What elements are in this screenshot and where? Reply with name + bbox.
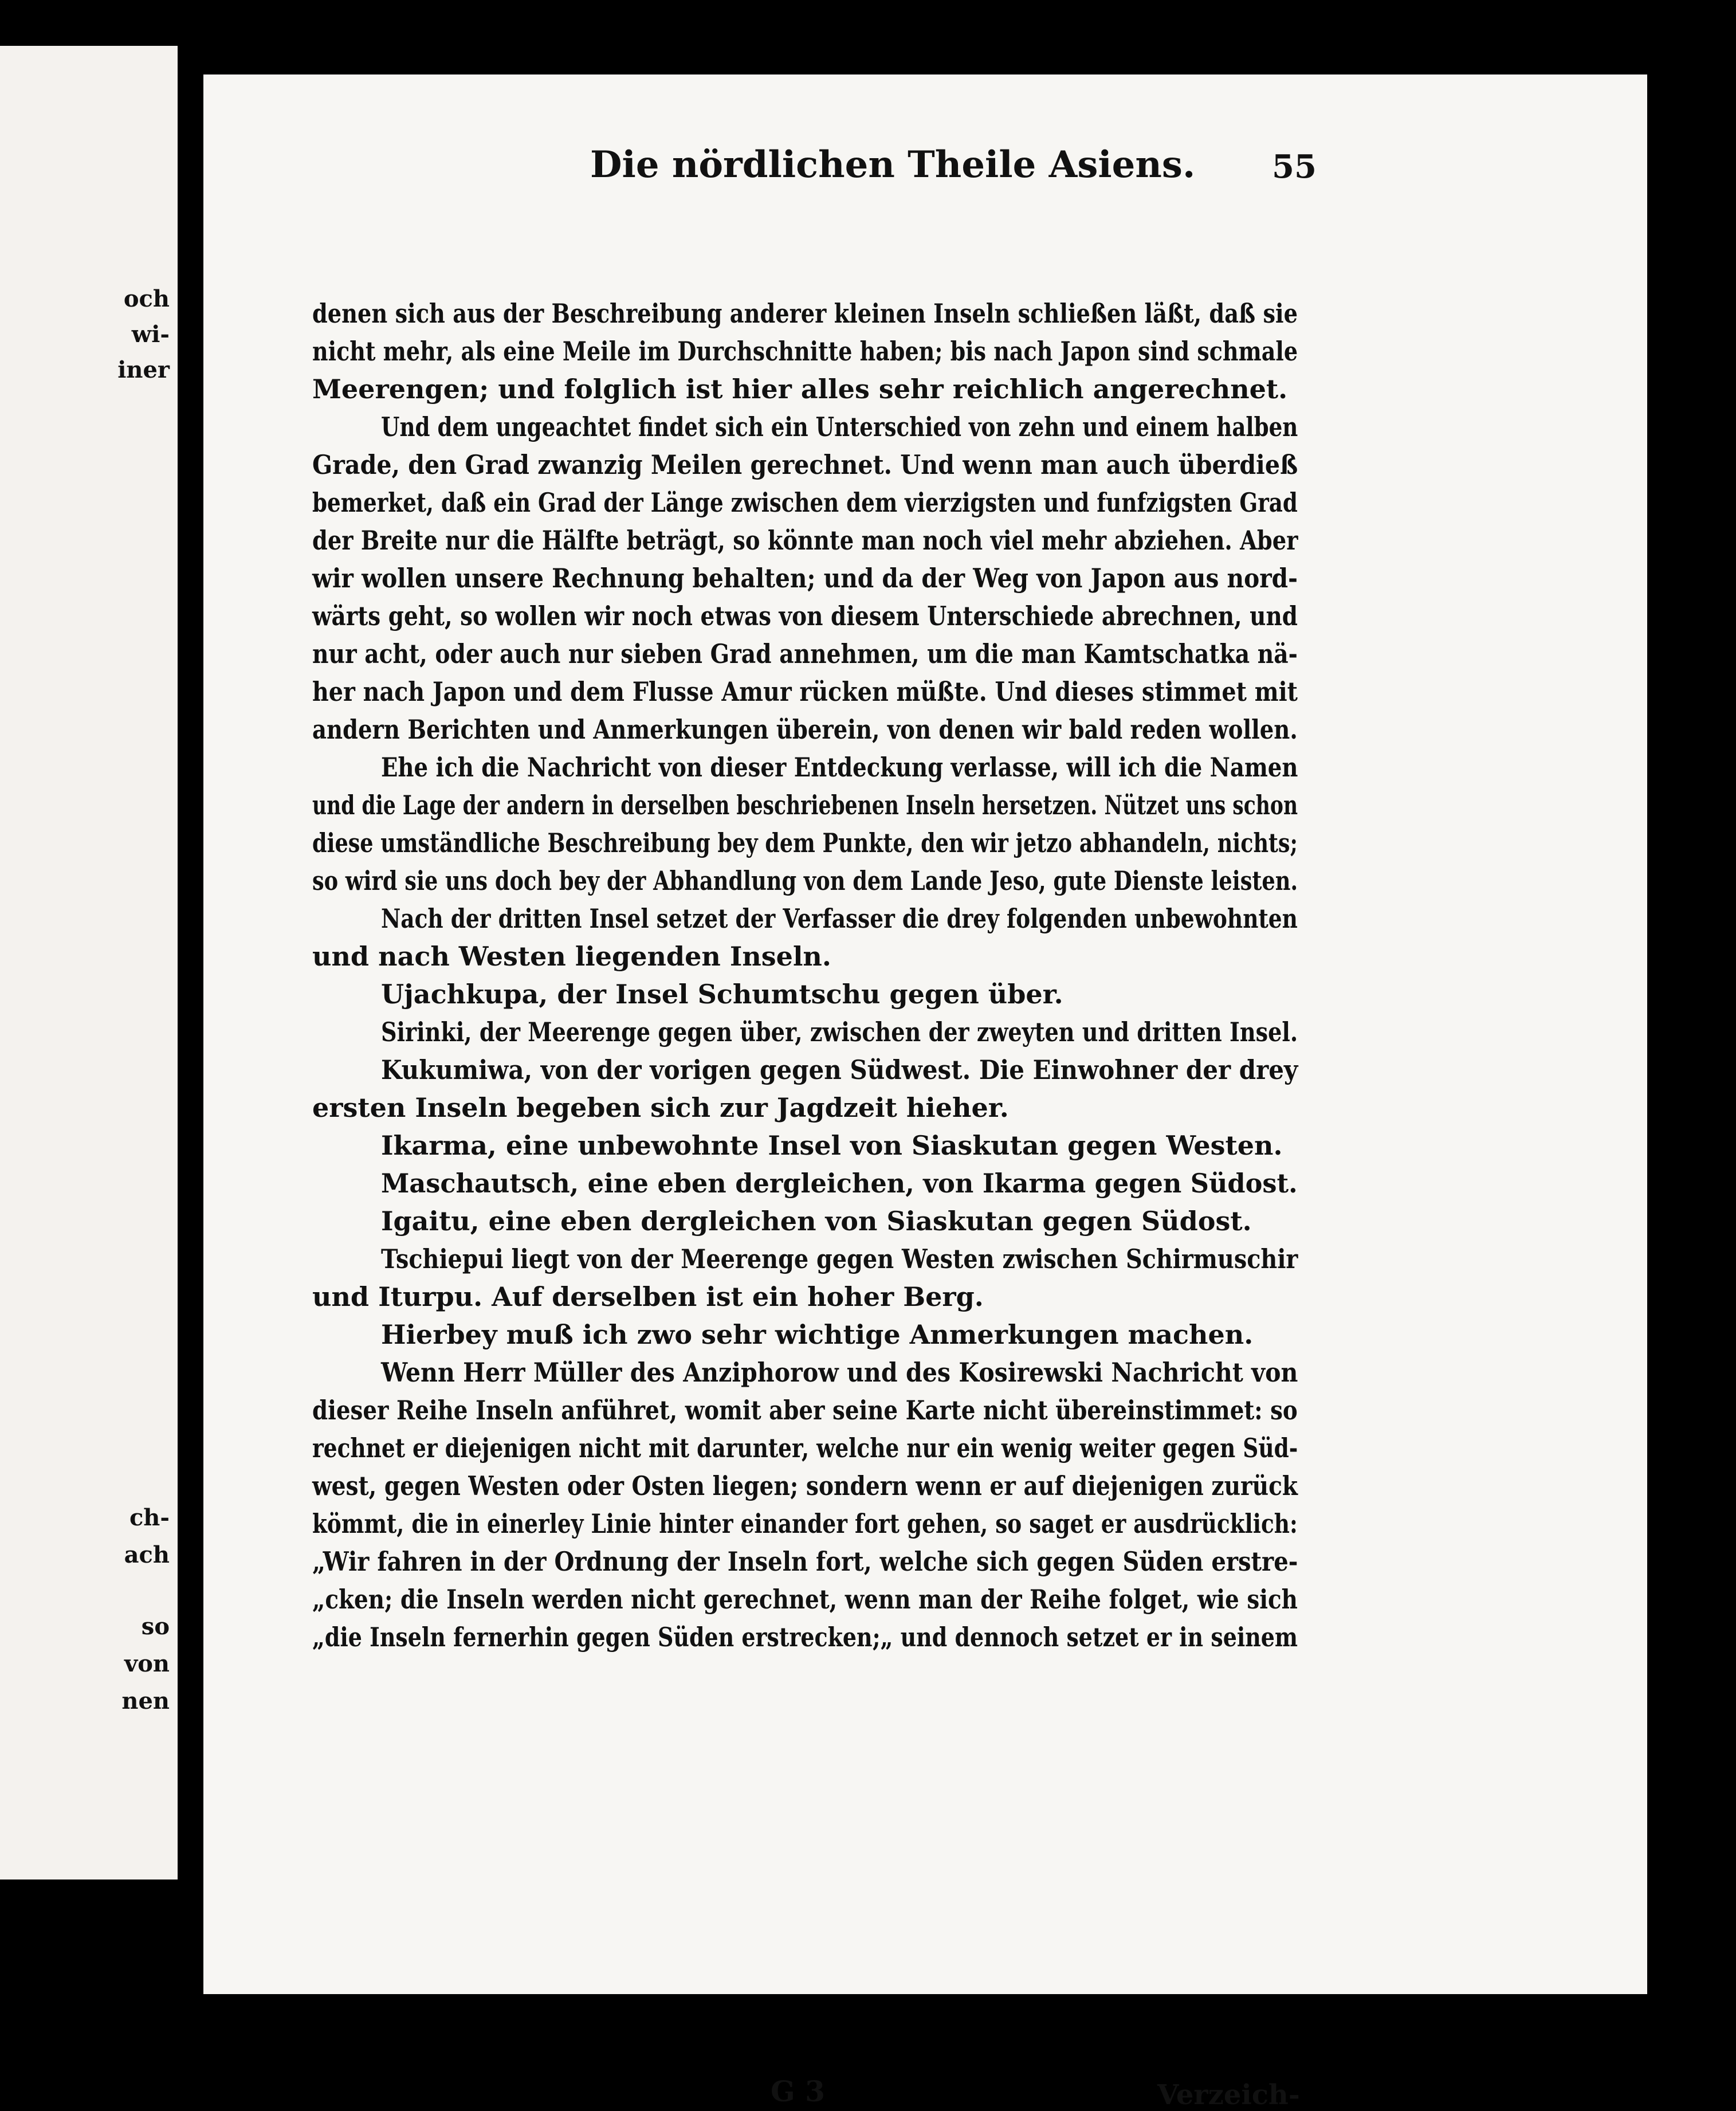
running-title: Die nördlichen Theile Asiens.: [590, 143, 1196, 186]
text-line: Und dem ungeachtet findet sich ein Unterschied von zehn und einem halben: [381, 411, 1298, 442]
facing-page-text: ach: [124, 1541, 170, 1568]
text-line: „die Inseln fernerhin gegen Süden erstrecken;„ und dennoch setzet er in seinem: [312, 1622, 1298, 1653]
text-line: der Breite nur die Hälfte beträgt, so könnte man noch viel mehr abziehen. Aber: [312, 525, 1298, 556]
text-line: Nach der dritten Insel setzet der Verfasser die drey folgenden unbewohnten: [381, 903, 1298, 934]
facing-page-text: ch-: [129, 1504, 170, 1531]
text-line: diese umständliche Beschreibung bey dem Punkte, den wir jetzo abhandeln, nichts;: [312, 827, 1298, 858]
facing-page-text: och: [123, 285, 170, 312]
text-line: bemerket, daß ein Grad der Länge zwischen dem vierzigsten und funfzigsten Grad: [312, 487, 1298, 518]
text-line: und nach Westen liegenden Inseln.: [312, 941, 831, 972]
text-line: kömmt, die in einerley Linie hinter einander fort gehen, so saget er ausdrücklich:: [312, 1508, 1298, 1539]
facing-page-text: nen: [121, 1688, 170, 1714]
text-line: dieser Reihe Inseln anführet, womit aber seine Karte nicht übereinstimmet: so: [312, 1395, 1298, 1426]
facing-page-fragment: [0, 46, 178, 1880]
text-line: wärts geht, so wollen wir noch etwas von diesem Unterschiede abrechnen, und: [312, 601, 1298, 631]
page-number: 55: [1272, 148, 1317, 186]
signature-mark: G 3: [771, 2074, 825, 2108]
facing-page-text: so: [141, 1613, 170, 1640]
text-line: Hierbey muß ich zwo sehr wichtige Anmerkungen machen.: [381, 1319, 1254, 1350]
text-line: rechnet er diejenigen nicht mit darunter, welche nur ein wenig weiter gegen Süd-: [312, 1433, 1298, 1463]
text-line: denen sich aus der Beschreibung anderer kleinen Inseln schließen läßt, daß sie: [312, 298, 1298, 329]
catchword: Verzeich-: [1157, 2079, 1300, 2111]
text-line: Sirinki, der Meerenge gegen über, zwischen der zweyten und dritten Insel.: [381, 1017, 1298, 1047]
text-line: so wird sie uns doch bey der Abhandlung von dem Lande Jeso, gute Dienste leisten.: [312, 865, 1298, 896]
text-line: „Wir fahren in der Ordnung der Inseln fort, welche sich gegen Süden erstre-: [312, 1546, 1298, 1577]
text-line: Ikarma, eine unbewohnte Insel von Siaskutan gegen Westen.: [381, 1130, 1283, 1161]
text-line: Ehe ich die Nachricht von dieser Entdeckung verlasse, will ich die Namen: [381, 752, 1298, 783]
text-line: Tschiepui liegt von der Meerenge gegen Westen zwischen Schirmuschir: [381, 1243, 1298, 1274]
text-line: Igaitu, eine eben dergleichen von Siaskutan gegen Südost.: [381, 1206, 1252, 1237]
text-line: her nach Japon und dem Flusse Amur rücken müßte. Und dieses stimmet mit: [312, 676, 1298, 707]
text-line: andern Berichten und Anmerkungen überein, von denen wir bald reden wollen.: [312, 714, 1298, 745]
facing-page-text: iner: [117, 356, 170, 383]
text-line: nicht mehr, als eine Meile im Durchschnitte haben; bis nach Japon sind schmale: [312, 336, 1298, 367]
text-line: und die Lage der andern in derselben beschriebenen Inseln hersetzen. Nützet uns schon: [312, 790, 1298, 821]
text-line: Maschautsch, eine eben dergleichen, von Ikarma gegen Südost.: [381, 1168, 1298, 1199]
text-line: nur acht, oder auch nur sieben Grad annehmen, um die man Kamtschatka nä-: [312, 638, 1298, 669]
facing-page-text: von: [124, 1650, 170, 1677]
text-line: Wenn Herr Müller des Anziphorow und des Kosirewski Nachricht von: [381, 1357, 1298, 1388]
text-line: west, gegen Westen oder Osten liegen; sondern wenn er auf diejenigen zurück: [312, 1470, 1298, 1501]
text-line: Meerengen; und folglich ist hier alles sehr reichlich angerechnet.: [312, 374, 1288, 405]
text-line: und Iturpu. Auf derselben ist ein hoher Berg.: [312, 1281, 984, 1312]
text-line: „cken; die Inseln werden nicht gerechnet, wenn man der Reihe folget, wie sich: [312, 1584, 1298, 1615]
facing-page-text: wi-: [131, 321, 170, 348]
text-line: wir wollen unsere Rechnung behalten; und da der Weg von Japon aus nord-: [312, 563, 1298, 594]
text-line: Grade, den Grad zwanzig Meilen gerechnet. Und wenn man auch überdieß: [312, 449, 1298, 480]
text-line: ersten Inseln begeben sich zur Jagdzeit hieher.: [312, 1092, 1009, 1123]
text-line: Kukumiwa, von der vorigen gegen Südwest. Die Einwohner der drey: [381, 1054, 1298, 1085]
text-line: Ujachkupa, der Insel Schumtschu gegen über.: [381, 979, 1063, 1010]
